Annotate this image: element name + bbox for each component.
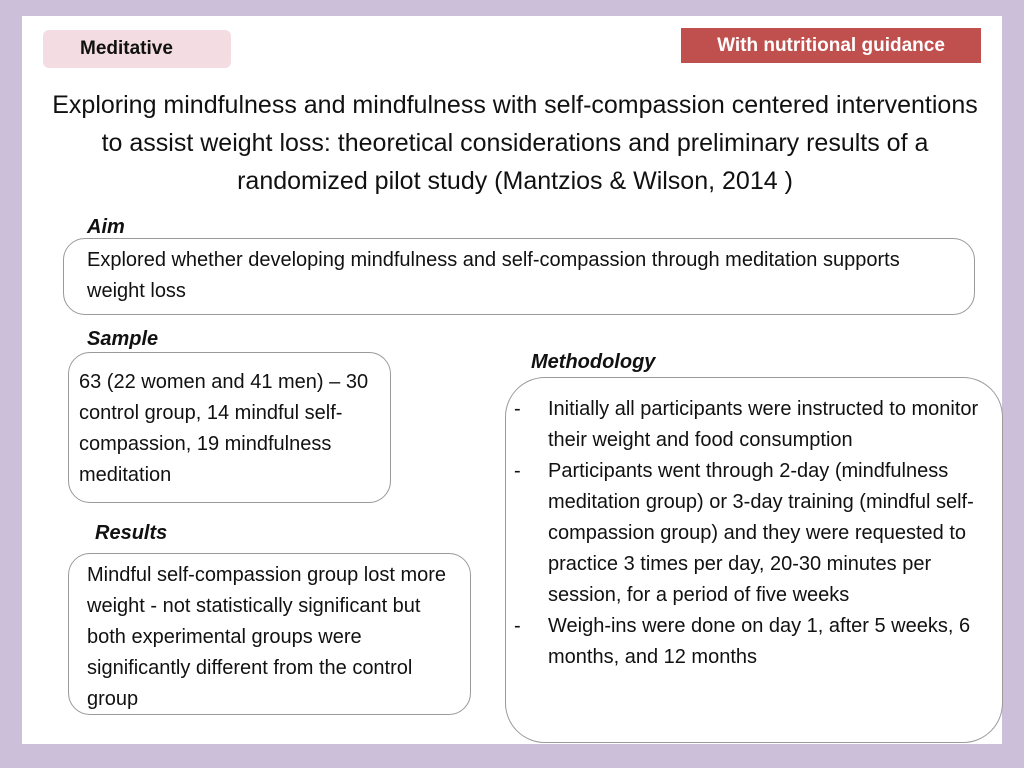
methodology-item-text: Initially all participants were instructed to monitor their weight and food consumption	[548, 398, 979, 451]
list-item	[514, 394, 988, 456]
aim-label: Aim	[87, 216, 125, 238]
results-box	[68, 553, 471, 715]
results-label: Results	[95, 522, 168, 544]
list-item	[514, 611, 988, 673]
sample-label: Sample	[87, 328, 159, 350]
results-text: Mindful self-compassion group lost more weight - not statistically significant but both experimental groups were significantly different from the control group	[87, 564, 447, 710]
methodology-box	[505, 377, 1003, 743]
bullet-dash: -	[514, 615, 521, 637]
methodology-label: Methodology	[531, 351, 656, 373]
page-title: Exploring mindfulness and mindfulness with self-compassion centered interventions to assist weight loss: theoretical considerations and preliminary results of a randomized pilot study (Mantzios & Wilson, 2014 )	[52, 91, 978, 195]
methodology-item-text: Participants went through 2-day (mindfulness meditation group) or 3-day training (mindful self-compassion group) and they were requested to practice 3 times per day, 20-30 minutes per session, for a period of five weeks	[548, 460, 974, 606]
bullet-dash: -	[514, 460, 521, 482]
aim-text: Explored whether developing mindfulness and self-compassion through meditation supports weight loss	[87, 249, 900, 302]
methodology-item-text: Weigh-ins were done on day 1, after 5 weeks, 6 months, and 12 months	[548, 615, 971, 668]
list-item	[514, 456, 988, 611]
bullet-dash: -	[514, 398, 521, 420]
nutritional-guidance-tag: With nutritional guidance	[681, 28, 981, 63]
aim-box	[63, 238, 975, 315]
sample-box	[68, 352, 391, 503]
sample-text: 63 (22 women and 41 men) – 30 control group, 14 mindful self-compassion, 19 mindfulness meditation	[79, 371, 369, 486]
methodology-list	[514, 394, 988, 673]
meditative-tag: Meditative	[43, 30, 231, 68]
